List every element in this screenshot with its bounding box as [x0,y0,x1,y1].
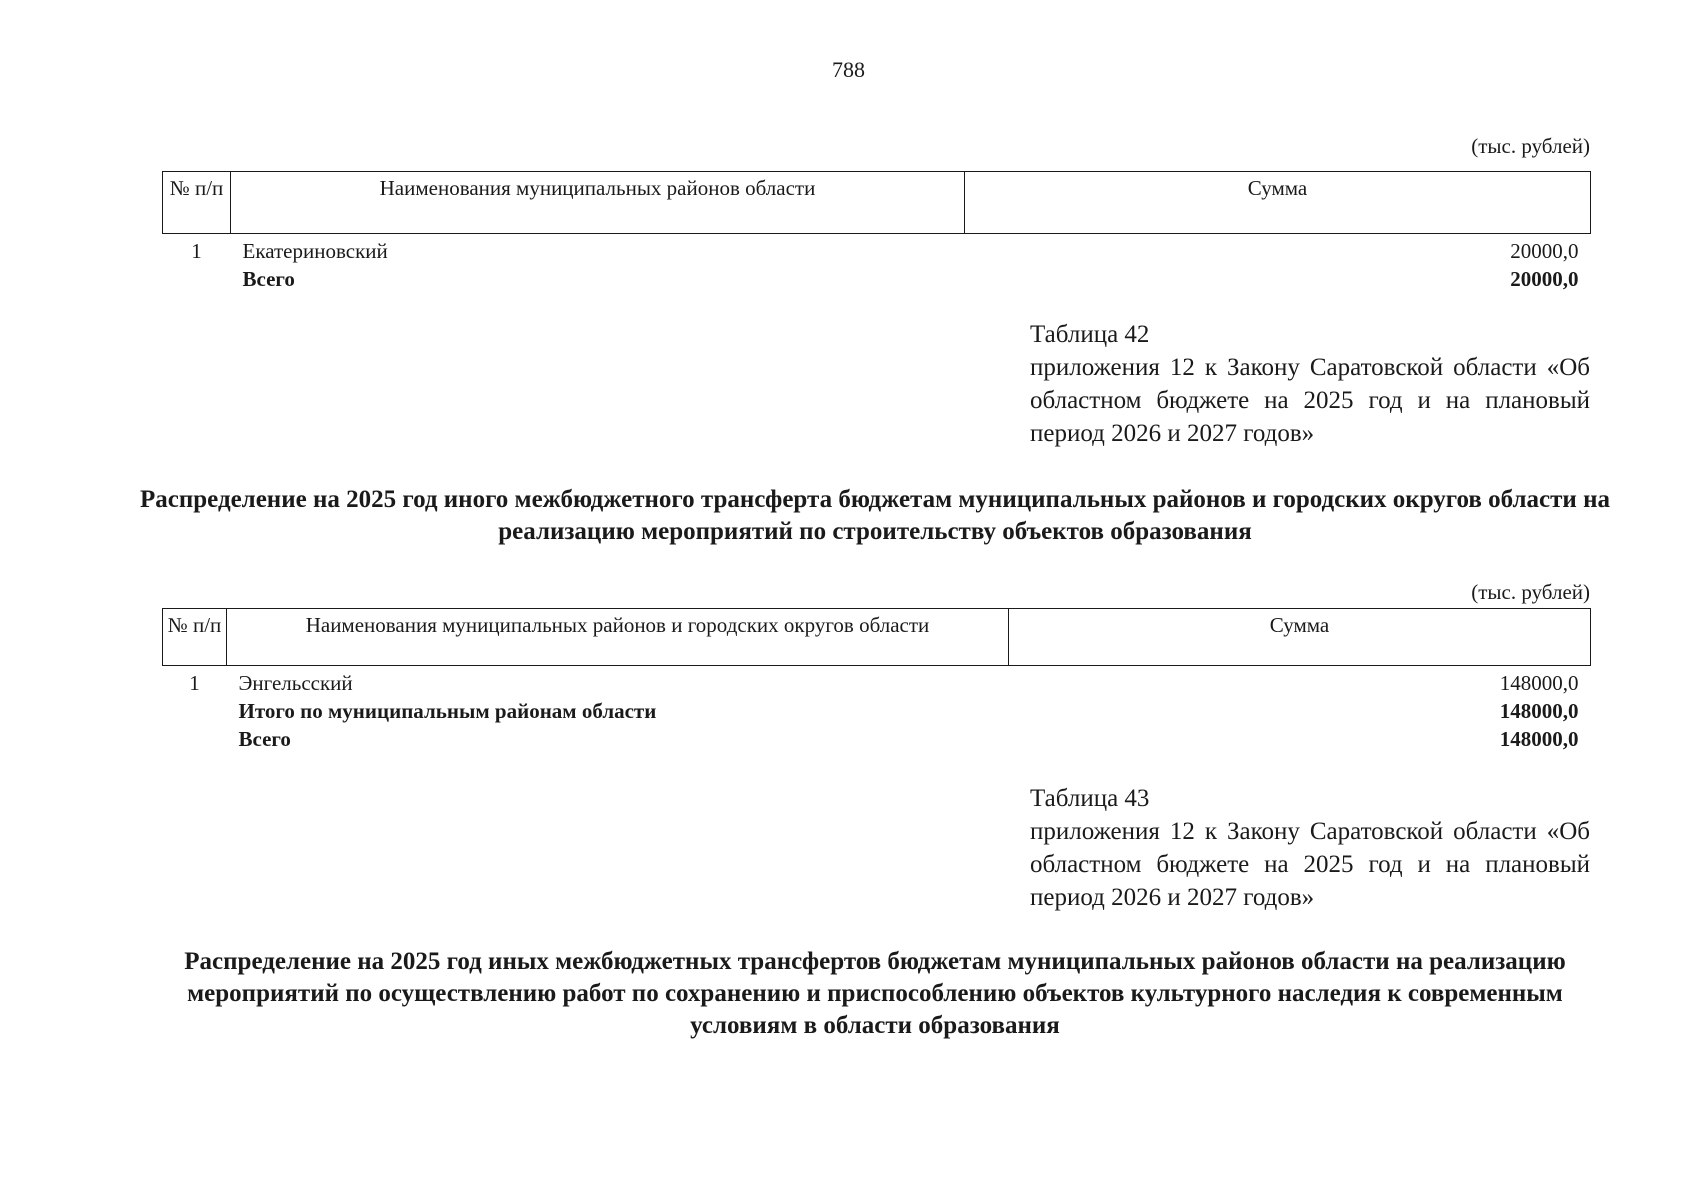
total-label: Всего [238,727,291,751]
total-sum: 148000,0 [1499,727,1579,751]
section-heading-1: Распределение на 2025 год иного межбюджетного трансферта бюджетам муниципальных районов и городских округов области на реализацию мероприятий по строительству объектов образования [140,486,1610,545]
appendix-note-43 [1030,782,1590,914]
units-label-2: (тыс. рублей) [1471,580,1590,604]
appendix-note-42 [1030,318,1590,450]
appendix-reference: приложения 12 к Закону Саратовской области «Об областном бюджете на 2025 год и на плановый период 2026 и 2027 годов» [1030,354,1590,447]
row-sum: 148000,0 [1499,671,1579,695]
column-header-number: № п/п [163,172,231,234]
section-heading-2: Распределение на 2025 год иных межбюджетных трансфертов бюджетам муниципальных районов области на реализацию мероприятий по осуществлению работ по сохранению и приспособлению объектов культурного наследия к современным условиям в области образования [184,948,1566,1039]
page-number: 788 [832,57,865,82]
column-header-name: Наименования муниципальных районов и городских округов области [227,609,1009,666]
column-header-name: Наименования муниципальных районов области [231,172,965,234]
row-sum: 20000,0 [1510,239,1579,263]
units-label-1: (тыс. рублей) [1471,134,1590,158]
column-header-sum: Сумма [1009,609,1591,666]
table-number-title: Таблица 42 [1030,321,1150,348]
appendix-reference: приложения 12 к Закону Саратовской области «Об областном бюджете на 2025 год и на плановый период 2026 и 2027 годов» [1030,818,1590,911]
total-sum: 20000,0 [1510,267,1579,291]
table-number-title: Таблица 43 [1030,785,1150,812]
column-header-sum: Сумма [965,172,1591,234]
row-number: 1 [189,671,200,695]
budget-table-2 [162,608,1591,753]
total-label: Всего [242,267,295,291]
district-name: Энгельсский [238,671,353,695]
table-row [163,666,1591,698]
total-row [163,725,1591,753]
subtotal-sum: 148000,0 [1499,699,1579,723]
budget-table-1 [162,171,1591,293]
district-name: Екатериновский [242,239,388,263]
table-row [163,234,1591,266]
total-row [163,265,1591,293]
column-header-number: № п/п [163,609,227,666]
subtotal-label: Итого по муниципальным районам области [238,699,657,723]
row-number: 1 [191,239,202,263]
subtotal-row [163,697,1591,725]
